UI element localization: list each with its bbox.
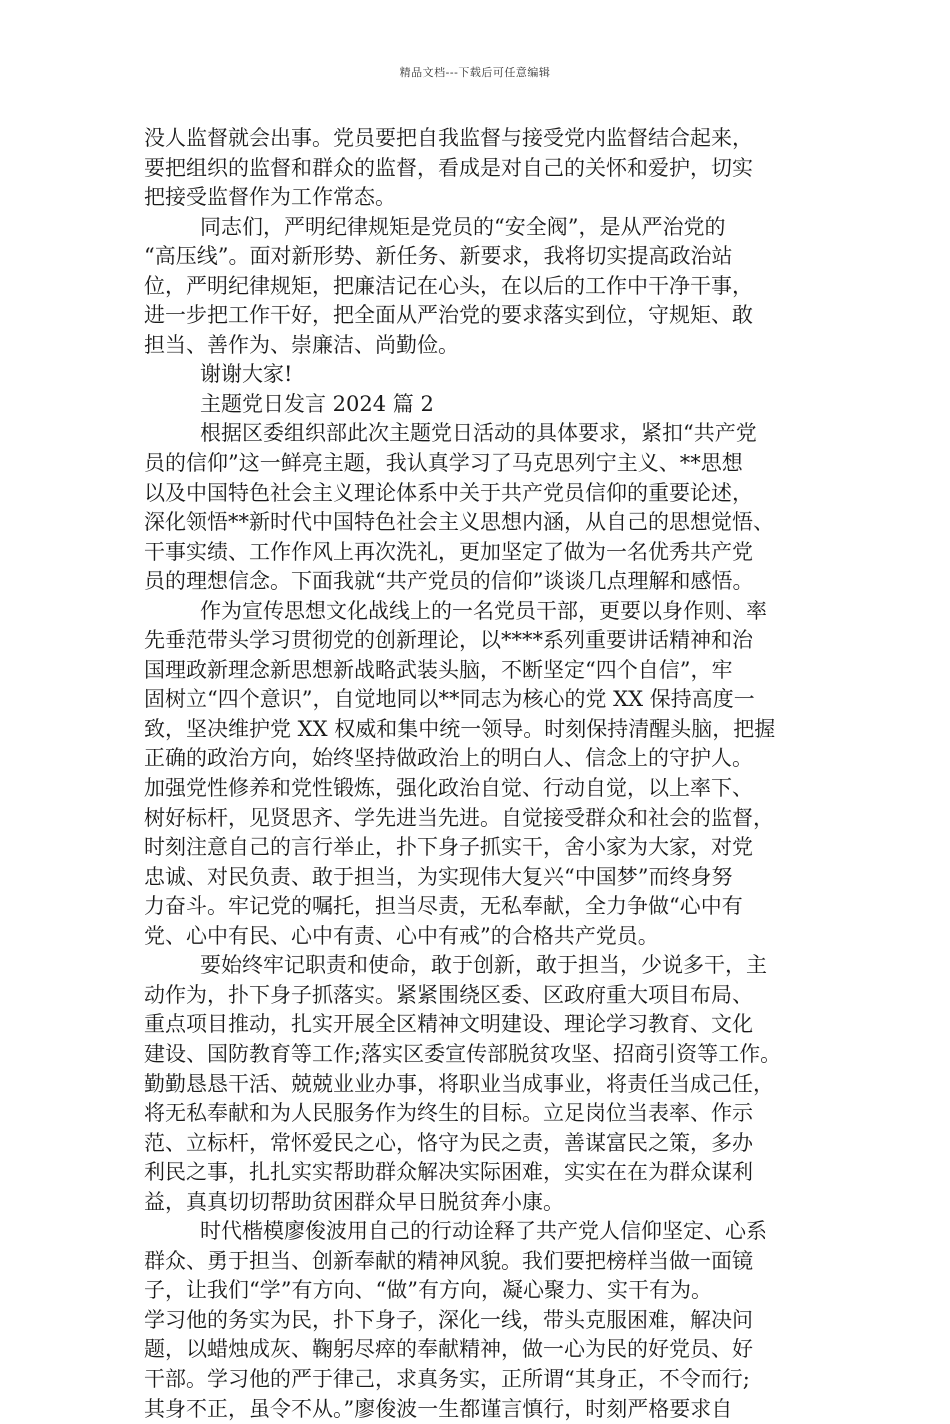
- text-line: 干部。学习他的严于律己，求真务实，正所谓“其身正，不令而行;: [144, 1366, 750, 1391]
- text-line: 干事实绩、工作作风上再次洗礼，更加坚定了做为一名优秀共产党: [144, 539, 753, 564]
- text-line: 正确的政治方向，始终坚持做政治上的明白人、信念上的守护人。: [144, 746, 753, 771]
- text-line: 员的信仰”这一鲜亮主题，我认真学习了马克思列宁主义、**思想: [144, 451, 743, 476]
- text-line: 谢谢大家!: [200, 362, 293, 387]
- text-line: “高压线”。面对新形势、新任务、新要求，我将切实提高政治站: [144, 244, 733, 269]
- text-line: 时刻注意自己的言行举止，扑下身子抓实干，舍小家为大家，对党: [144, 835, 753, 860]
- text-line: 群众、勇于担当、创新奉献的精神风貌。我们要把榜样当做一面镜: [144, 1248, 753, 1273]
- text-line: 员的理想信念。下面我就“共产党员的信仰”谈谈几点理解和感悟。: [144, 569, 754, 594]
- text-line: 利民之事，扎扎实实帮助群众解决实际困难，实实在在为群众谋利: [144, 1160, 753, 1185]
- text-line: 以及中国特色社会主义理论体系中关于共产党员信仰的重要论述，: [144, 480, 753, 505]
- text-line: 其身不正，虽令不从。”廖俊波一生都谨言慎行，时刻严格要求自: [144, 1396, 733, 1421]
- text-line: 力奋斗。牢记党的嘱托，担当尽责，无私奉献，全力争做“心中有: [144, 894, 743, 919]
- page-header: 精品文档---下载后可任意编辑: [399, 66, 551, 79]
- text-line: 没人监督就会出事。党员要把自我监督与接受党内监督结合起来，: [144, 126, 753, 150]
- text-line: 致，坚决维护党 XX 权威和集中统一领导。时刻保持清醒头脑，把握: [144, 716, 776, 741]
- text-line: 忠诚、对民负责、敢于担当，为实现伟大复兴“中国梦”而终身努: [144, 864, 733, 889]
- document-body: [144, 124, 824, 1424]
- text-line: 深化领悟**新时代中国特色社会主义思想内涵，从自己的思想觉悟、: [144, 510, 774, 535]
- text-line: 进一步把工作干好，把全面从严治党的要求落实到位，守规矩、敢: [144, 303, 753, 328]
- text-line: 动作为，扑下身子抓落实。紧紧围绕区委、区政府重大项目布局、: [144, 982, 753, 1007]
- text-line: 固树立“四个意识”，自觉地同以**同志为核心的党 XX 保持高度一: [144, 687, 755, 712]
- text-line: 范、立标杆，常怀爱民之心，恪守为民之责，善谋富民之策，多办: [144, 1130, 753, 1155]
- text-line: 根据区委组织部此次主题党日活动的具体要求，紧扣“共产党: [200, 421, 757, 446]
- text-line: 要始终牢记职责和使命，敢于创新，敢于担当，少说多干，主: [200, 953, 767, 978]
- text-line: 主题党日发言 2024 篇 2: [200, 391, 434, 416]
- text-line: 位，严明纪律规矩，把廉洁记在心头，在以后的工作中干净干事，: [144, 273, 753, 298]
- text-line: 子，让我们“学”有方向、“做”有方向，凝心聚力、实干有为。: [144, 1278, 712, 1303]
- text-line: 要把组织的监督和群众的监督，看成是对自己的关怀和爱护，切实: [144, 155, 753, 180]
- text-line: 重点项目推动，扎实开展全区精神文明建设、理论学习教育、文化: [144, 1012, 753, 1037]
- text-line: 将无私奉献和为人民服务作为终生的目标。立足岗位当表率、作示: [144, 1101, 753, 1126]
- text-line: 勤勤恳恳干活、兢兢业业办事，将职业当成事业，将责任当成己任，: [144, 1071, 774, 1096]
- text-line: 树好标杆，见贤思齐、学先进当先进。自觉接受群众和社会的监督，: [144, 805, 774, 830]
- text-line: 时代楷模廖俊波用自己的行动诠释了共产党人信仰坚定、心系: [200, 1219, 767, 1244]
- text-line: 国理政新理念新思想新战略武装头脑，不断坚定“四个自信”，牢: [144, 657, 733, 682]
- text-line: 同志们，严明纪律规矩是党员的“安全阀”，是从严治党的: [200, 214, 726, 239]
- text-line: 党、心中有民、心中有责、心中有戒”的合格共产党员。: [144, 923, 659, 948]
- text-line: 建设、国防教育等工作;落实区委宣传部脱贫攻坚、招商引资等工作。: [144, 1041, 782, 1066]
- text-line: 作为宣传思想文化战线上的一名党员干部，更要以身作则、率: [200, 598, 767, 623]
- text-line: 题，以蜡烛成灰、鞠躬尽瘁的奉献精神，做一心为民的好党员、好: [144, 1337, 753, 1362]
- text-line: 担当、善作为、崇廉洁、尚勤俭。: [144, 332, 459, 357]
- text-line: 先垂范带头学习贯彻党的创新理论，以****系列重要讲话精神和治: [144, 628, 753, 653]
- text-line: 益，真真切切帮助贫困群众早日脱贫奔小康。: [144, 1189, 564, 1214]
- text-line: 加强党性修养和党性锻炼，强化政治自觉、行动自觉，以上率下、: [144, 776, 753, 801]
- text-line: 学习他的务实为民，扑下身子，深化一线，带头克服困难，解决问: [144, 1307, 753, 1332]
- text-line: 把接受监督作为工作常态。: [144, 185, 396, 210]
